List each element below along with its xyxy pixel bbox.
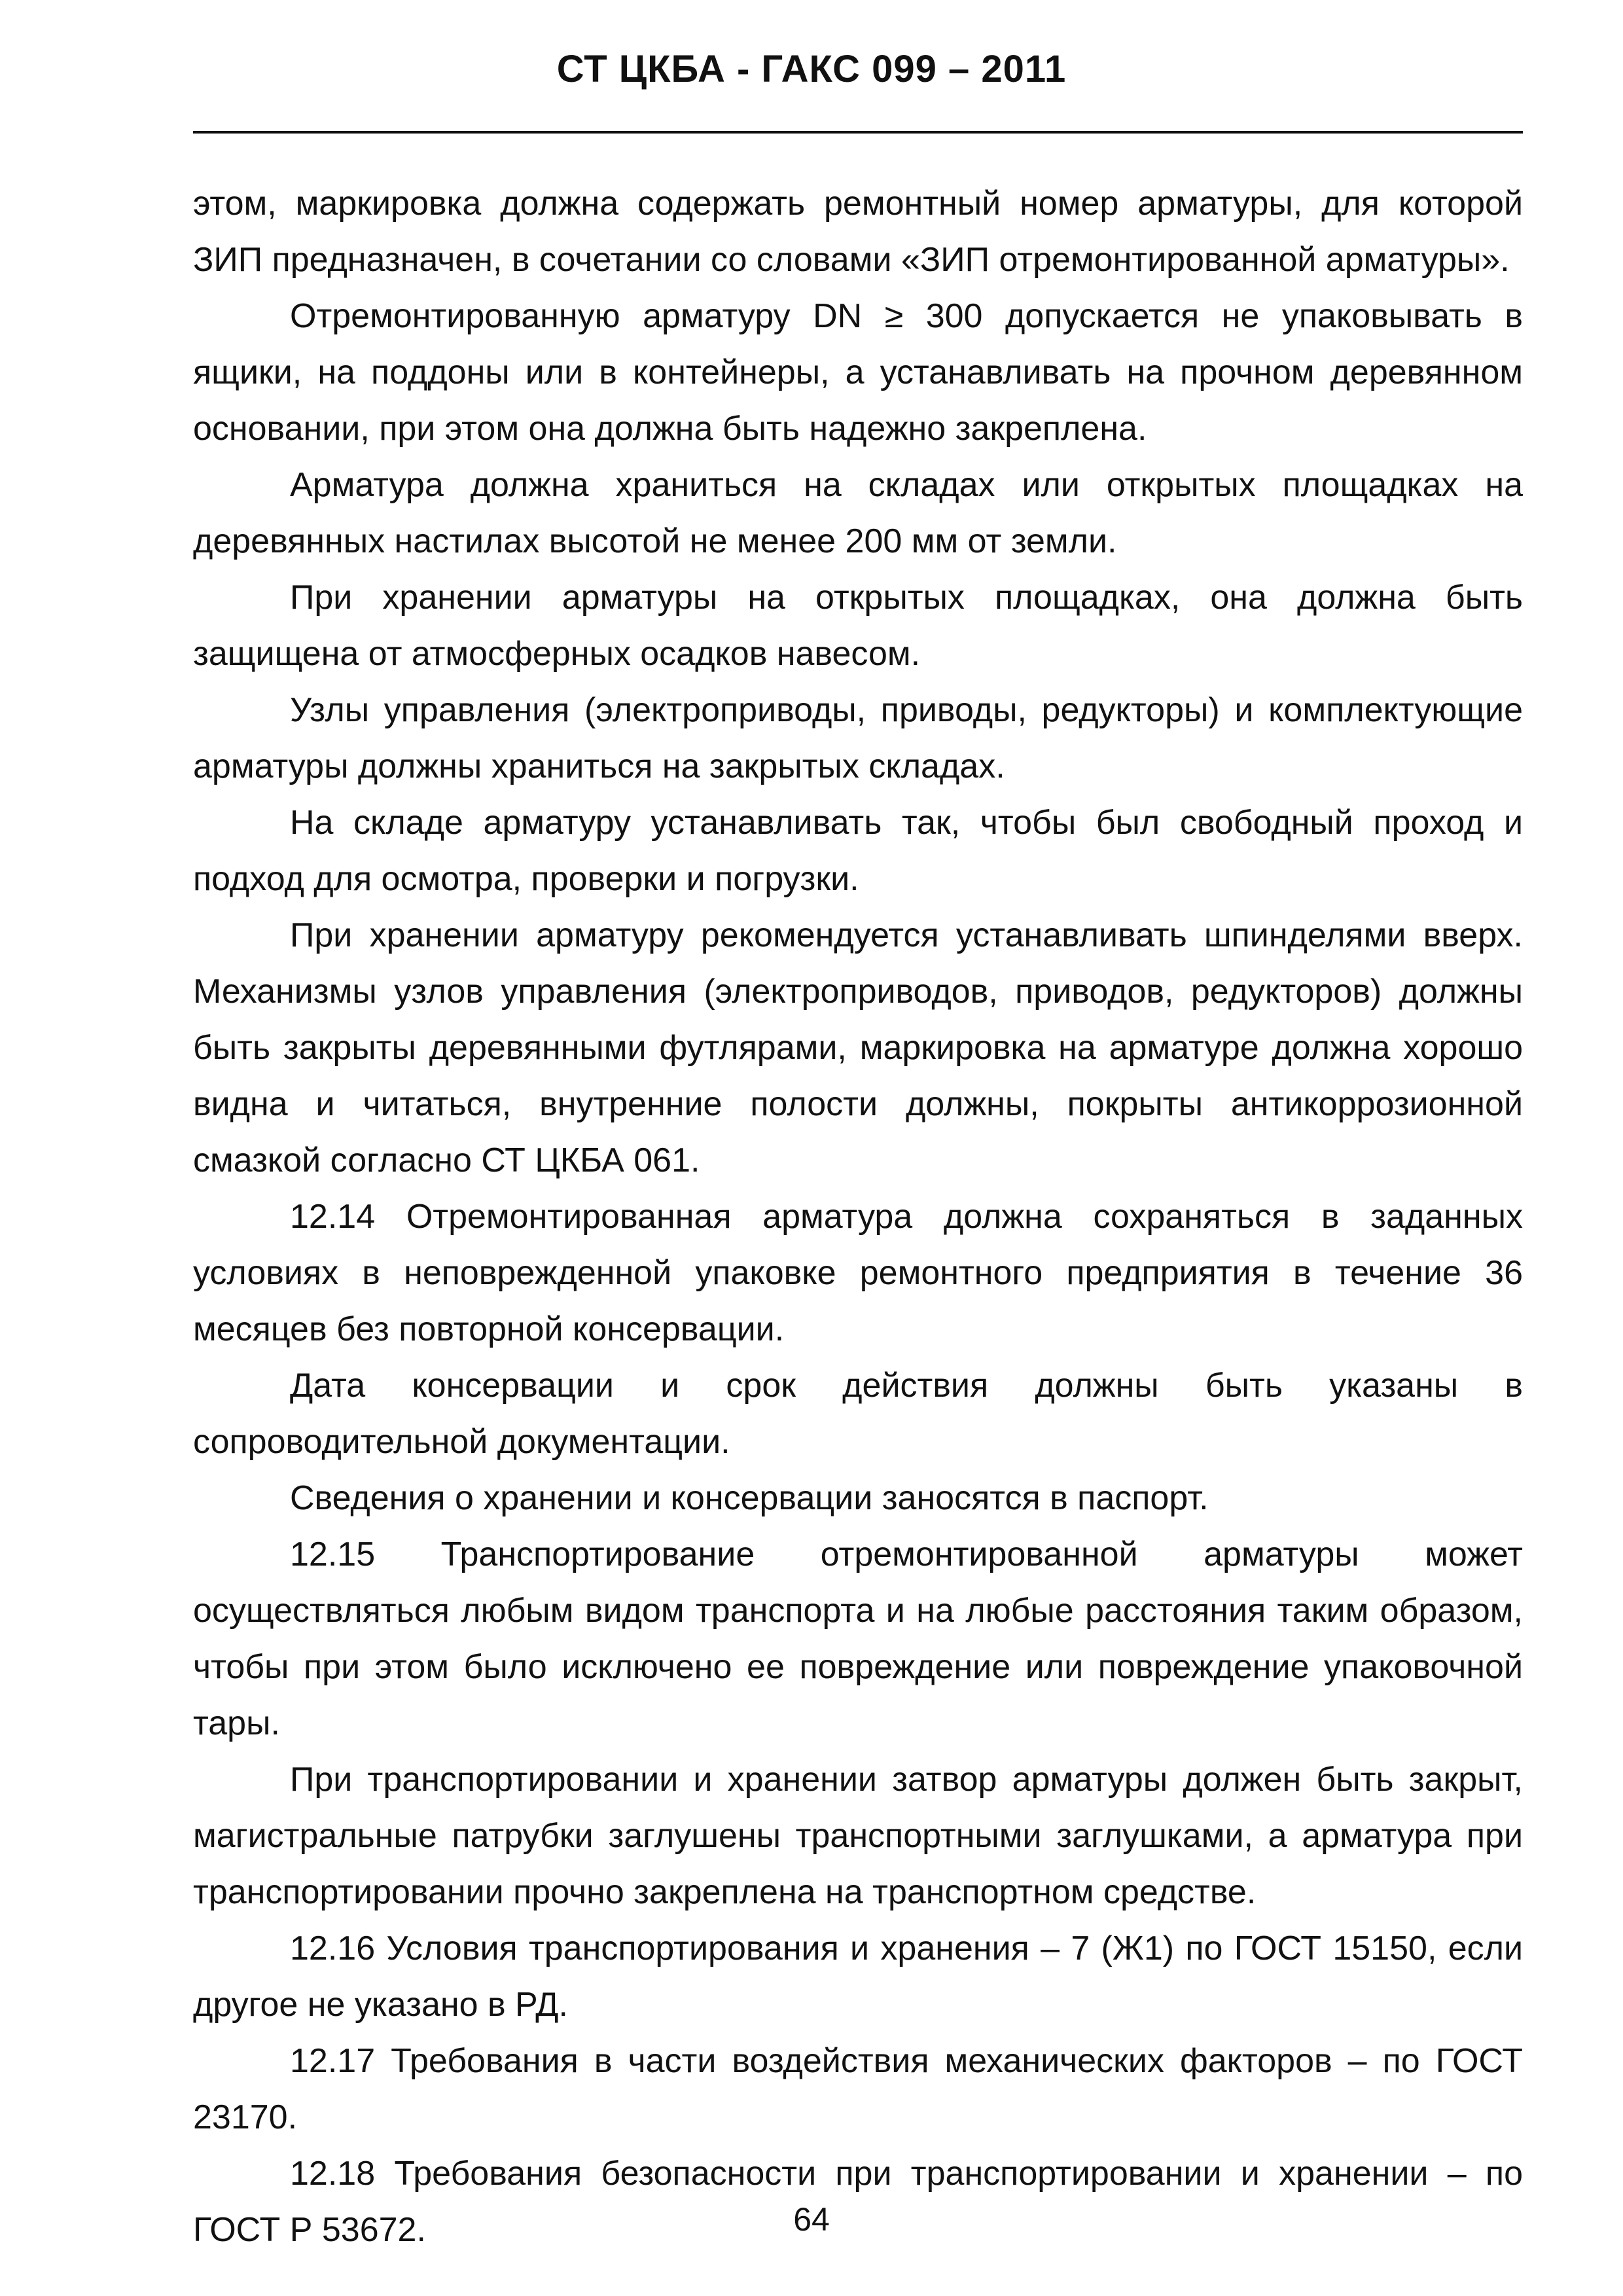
paragraph: Арматура должна храниться на складах или открытых площадках на деревянных настилах высотой не менее 200 мм от земли. xyxy=(193,466,1523,560)
paragraph: На складе арматуру устанавливать так, чтобы был свободный проход и подход для осмотра, проверки и погрузки. xyxy=(193,804,1523,898)
document-header: СТ ЦКБА - ГАКС 099 – 2011 xyxy=(556,48,1067,90)
paragraph: Дата консервации и срок действия должны быть указаны в сопроводительной документации. xyxy=(193,1367,1523,1461)
paragraph: При транспортировании и хранении затвор арматуры должен быть закрыт, магистральные патрубки заглушены транспортными заглушками, а арматура при транспортировании прочно закреплена на транспортном средстве. xyxy=(193,1761,1523,1911)
document-body xyxy=(193,175,1523,2258)
paragraph: При хранении арматуры на открытых площадках, она должна быть защищена от атмосферных осадков навесом. xyxy=(193,579,1523,673)
paragraph: этом, маркировка должна содержать ремонтный номер арматуры, для которой ЗИП предназначен, в сочетании со словами «ЗИП отремонтированной арматуры». xyxy=(193,185,1523,279)
paragraph-12-15: 12.15 Транспортирование отремонтированной арматуры может осуществляться любым видом транспорта и на любые расстояния таким образом, чтобы при этом было исключено ее повреждение или повреждение упаковочной тары. xyxy=(193,1535,1523,1742)
paragraph: При хранении арматуру рекомендуется устанавливать шпинделями вверх. Механизмы узлов управления (электроприводов, приводов, редукторов) должны быть закрыты деревянными футлярами, маркировка на арматуре должна хорошо видна и читаться, внутренние полости должны, покрыты антикоррозионной смазкой согласно СТ ЦКБА 061. xyxy=(193,916,1523,1179)
paragraph-12-18: 12.18 Требования безопасности при транспортировании и хранении – по ГОСТ Р 53672. xyxy=(193,2155,1523,2249)
page-number: 64 xyxy=(793,2201,830,2238)
paragraph-12-16: 12.16 Условия транспортирования и хранения – 7 (Ж1) по ГОСТ 15150, если другое не указано в РД. xyxy=(193,1929,1523,2024)
header-rule xyxy=(193,131,1523,134)
paragraph: Узлы управления (электроприводы, приводы, редукторы) и комплектующие арматуры должны храниться на закрытых складах. xyxy=(193,691,1523,785)
paragraph-12-17: 12.17 Требования в части воздействия механических факторов – по ГОСТ 23170. xyxy=(193,2042,1523,2136)
paragraph: Сведения о хранении и консервации заносятся в паспорт. xyxy=(290,1479,1209,1517)
paragraph: Отремонтированную арматуру DN ≥ 300 допускается не упаковывать в ящики, на поддоны или в контейнеры, а устанавливать на прочном деревянном основании, при этом она должна быть надежно закреплена. xyxy=(193,297,1523,448)
paragraph-12-14: 12.14 Отремонтированная арматура должна сохраняться в заданных условиях в неповрежденной упаковке ремонтного предприятия в течение 36 месяцев без повторной консервации. xyxy=(193,1198,1523,1348)
